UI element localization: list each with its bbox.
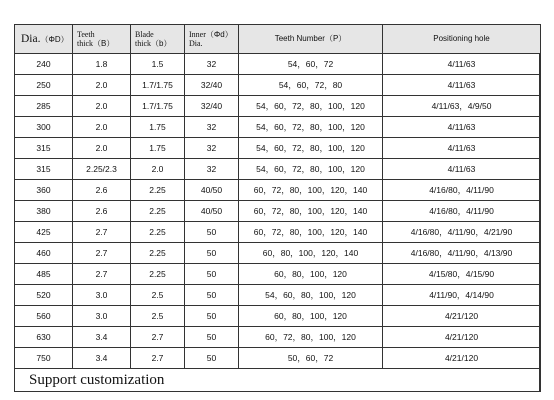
cell-blade-thick: 2.25 — [131, 180, 185, 201]
cell-positioning-hole: 4/11/63，4/9/50 — [383, 96, 541, 117]
cell-inner-diameter: 50 — [185, 285, 239, 306]
table-row — [15, 222, 541, 243]
table-row — [15, 75, 541, 96]
cell-positioning-hole: 4/11/63 — [383, 117, 541, 138]
cell-teeth-thick: 3.4 — [73, 327, 131, 348]
table-row — [15, 243, 541, 264]
cell-teeth-thick: 2.6 — [73, 180, 131, 201]
cell-inner-diameter: 40/50 — [185, 201, 239, 222]
cell-positioning-hole: 4/21/120 — [383, 327, 541, 348]
header-inner-diameter: Inner（Φd） Dia. — [185, 25, 239, 54]
cell-inner-diameter: 32 — [185, 138, 239, 159]
cell-positioning-hole: 4/16/80，4/11/90，4/13/90 — [383, 243, 541, 264]
table-row — [15, 138, 541, 159]
cell-blade-thick: 2.7 — [131, 327, 185, 348]
cell-diameter: 425 — [15, 222, 73, 243]
cell-teeth-thick: 2.7 — [73, 222, 131, 243]
cell-diameter: 315 — [15, 159, 73, 180]
table-row — [15, 96, 541, 117]
table-row — [15, 264, 541, 285]
cell-diameter: 285 — [15, 96, 73, 117]
cell-blade-thick: 1.5 — [131, 54, 185, 75]
cell-blade-thick: 2.0 — [131, 159, 185, 180]
cell-diameter: 240 — [15, 54, 73, 75]
cell-blade-thick: 2.25 — [131, 243, 185, 264]
cell-blade-thick: 2.25 — [131, 264, 185, 285]
header-diameter: Dia.（ΦD） — [15, 25, 73, 54]
table-row — [15, 180, 541, 201]
cell-teeth-number: 60，72，80，100，120，140 — [239, 222, 383, 243]
table-row — [15, 306, 541, 327]
cell-blade-thick: 1.7/1.75 — [131, 96, 185, 117]
cell-positioning-hole: 4/16/80，4/11/90 — [383, 201, 541, 222]
table-row — [15, 327, 541, 348]
saw-blade-spec-table — [14, 24, 541, 392]
cell-teeth-thick: 2.7 — [73, 243, 131, 264]
cell-diameter: 360 — [15, 180, 73, 201]
cell-inner-diameter: 50 — [185, 306, 239, 327]
cell-teeth-thick: 2.0 — [73, 96, 131, 117]
cell-diameter: 250 — [15, 75, 73, 96]
cell-diameter: 460 — [15, 243, 73, 264]
cell-teeth-number: 54，60，72，80，100，120 — [239, 138, 383, 159]
header-blade-thick: Blade thick（b） — [131, 25, 185, 54]
cell-teeth-number: 60，72，80，100，120，140 — [239, 201, 383, 222]
header-row — [15, 25, 541, 54]
cell-teeth-number: 50，60，72 — [239, 348, 383, 369]
table-row — [15, 348, 541, 369]
cell-teeth-number: 60，72，80，100，120，140 — [239, 180, 383, 201]
cell-positioning-hole: 4/11/63 — [383, 138, 541, 159]
cell-positioning-hole: 4/11/90，4/14/90 — [383, 285, 541, 306]
cell-teeth-number: 54，60，72 — [239, 54, 383, 75]
cell-teeth-number: 60，80，100，120 — [239, 306, 383, 327]
cell-diameter: 630 — [15, 327, 73, 348]
table-row — [15, 54, 541, 75]
cell-blade-thick: 2.5 — [131, 306, 185, 327]
cell-blade-thick: 2.25 — [131, 222, 185, 243]
cell-teeth-thick: 2.25/2.3 — [73, 159, 131, 180]
cell-positioning-hole: 4/16/80，4/11/90，4/21/90 — [383, 222, 541, 243]
cell-inner-diameter: 32/40 — [185, 96, 239, 117]
cell-blade-thick: 1.7/1.75 — [131, 75, 185, 96]
cell-inner-diameter: 50 — [185, 264, 239, 285]
table-row — [15, 201, 541, 222]
cell-positioning-hole: 4/11/63 — [383, 75, 541, 96]
cell-inner-diameter: 32 — [185, 159, 239, 180]
cell-teeth-number: 54，60，72，80 — [239, 75, 383, 96]
cell-teeth-thick: 3.4 — [73, 348, 131, 369]
cell-teeth-number: 60，80，100，120，140 — [239, 243, 383, 264]
cell-teeth-number: 54，60，72，80，100，120 — [239, 159, 383, 180]
cell-diameter: 560 — [15, 306, 73, 327]
header-teeth-number: Teeth Number（P） — [239, 25, 383, 54]
cell-diameter: 315 — [15, 138, 73, 159]
cell-blade-thick: 1.75 — [131, 138, 185, 159]
cell-blade-thick: 2.7 — [131, 348, 185, 369]
support-customization-note: Support customization — [15, 369, 541, 392]
cell-teeth-number: 60，80，100，120 — [239, 264, 383, 285]
cell-diameter: 485 — [15, 264, 73, 285]
cell-inner-diameter: 50 — [185, 222, 239, 243]
cell-positioning-hole: 4/11/63 — [383, 159, 541, 180]
cell-positioning-hole: 4/21/120 — [383, 306, 541, 327]
cell-inner-diameter: 40/50 — [185, 180, 239, 201]
cell-teeth-thick: 2.7 — [73, 264, 131, 285]
cell-teeth-thick: 2.0 — [73, 138, 131, 159]
cell-positioning-hole: 4/21/120 — [383, 348, 541, 369]
cell-teeth-thick: 2.0 — [73, 75, 131, 96]
cell-diameter: 380 — [15, 201, 73, 222]
cell-inner-diameter: 32 — [185, 54, 239, 75]
cell-inner-diameter: 50 — [185, 243, 239, 264]
cell-inner-diameter: 32/40 — [185, 75, 239, 96]
table-row — [15, 159, 541, 180]
cell-teeth-thick: 3.0 — [73, 306, 131, 327]
cell-teeth-thick: 1.8 — [73, 54, 131, 75]
cell-inner-diameter: 50 — [185, 327, 239, 348]
table-row — [15, 117, 541, 138]
cell-blade-thick: 1.75 — [131, 117, 185, 138]
cell-inner-diameter: 32 — [185, 117, 239, 138]
cell-positioning-hole: 4/16/80，4/11/90 — [383, 180, 541, 201]
cell-positioning-hole: 4/15/80，4/15/90 — [383, 264, 541, 285]
cell-diameter: 520 — [15, 285, 73, 306]
cell-positioning-hole: 4/11/63 — [383, 54, 541, 75]
cell-blade-thick: 2.5 — [131, 285, 185, 306]
header-positioning-hole: Positioning hole — [383, 25, 541, 54]
footer-row — [15, 369, 541, 392]
cell-teeth-number: 54，60，72，80，100，120 — [239, 96, 383, 117]
table-body — [15, 54, 541, 392]
cell-blade-thick: 2.25 — [131, 201, 185, 222]
cell-inner-diameter: 50 — [185, 348, 239, 369]
cell-teeth-number: 60，72，80，100，120 — [239, 327, 383, 348]
cell-teeth-thick: 2.0 — [73, 117, 131, 138]
table-row — [15, 285, 541, 306]
cell-diameter: 750 — [15, 348, 73, 369]
cell-teeth-number: 54，60，72，80，100，120 — [239, 117, 383, 138]
cell-diameter: 300 — [15, 117, 73, 138]
cell-teeth-number: 54，60，80，100，120 — [239, 285, 383, 306]
cell-teeth-thick: 2.6 — [73, 201, 131, 222]
header-teeth-thick: Teeth thick（B） — [73, 25, 131, 54]
cell-teeth-thick: 3.0 — [73, 285, 131, 306]
spec-sheet — [14, 24, 540, 392]
